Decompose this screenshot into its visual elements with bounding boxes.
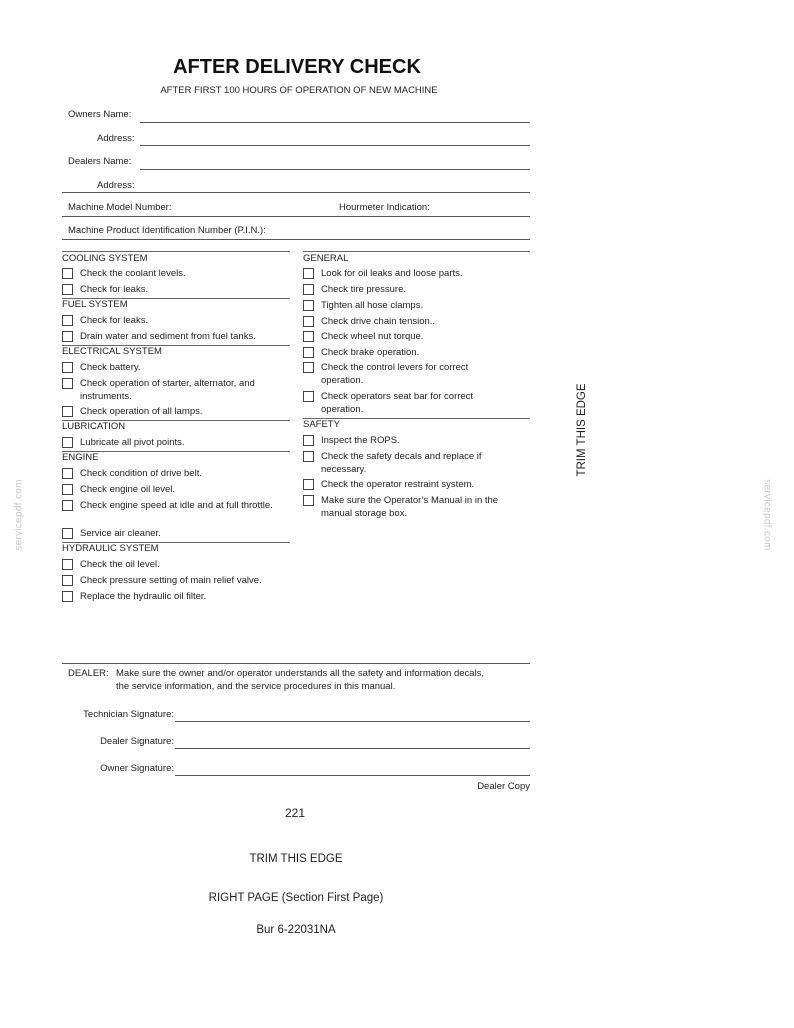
dealer-note-line-2: the service information, and the service procedures in this manual.: [116, 681, 396, 692]
item-hose-clamps: Tighten all hose clamps.: [321, 300, 424, 311]
trim-edge-vertical: TRIM THIS EDGE: [576, 383, 588, 477]
item-air-cleaner: Service air cleaner.: [80, 528, 161, 539]
item-brake: Check brake operation.: [321, 347, 420, 358]
checkbox-tire-pressure[interactable]: [303, 284, 314, 295]
checkbox-safety-decals[interactable]: [303, 451, 314, 462]
checkbox-hydraulic-oil-level[interactable]: [62, 559, 73, 570]
item-hydraulic-oil-level: Check the oil level.: [80, 559, 160, 570]
checkbox-wheel-nut[interactable]: [303, 331, 314, 342]
dealers-name-field[interactable]: [140, 169, 530, 170]
watermark-left-wrap: [12, 470, 26, 560]
item-coolant-levels: Check the coolant levels.: [80, 268, 186, 279]
page-subtitle: AFTER FIRST 100 HOURS OF OPERATION OF NEW MACHINE: [160, 85, 438, 96]
checkbox-rops[interactable]: [303, 435, 314, 446]
owners-name-label: Owners Name:: [68, 109, 132, 120]
item-safety-decals: Check the safety decals and replace if necessary.: [321, 451, 482, 475]
checkbox-seat-bar[interactable]: [303, 391, 314, 402]
section-fuel-system: FUEL SYSTEM: [62, 299, 128, 310]
item-control-levers: Check the control levers for correct operation.: [321, 362, 469, 386]
section-engine: ENGINE: [62, 452, 99, 463]
owners-name-field[interactable]: [140, 122, 530, 123]
machine-model-label: Machine Model Number:: [68, 202, 172, 213]
item-operators-manual: Make sure the Operator’s Manual in in the manual storage box.: [321, 495, 499, 519]
pin-label: Machine Product Identification Number (P.I.N.):: [68, 225, 266, 236]
pin-field[interactable]: [62, 239, 530, 240]
dealers-name-label: Dealers Name:: [68, 156, 132, 167]
section-hydraulic-system: HYDRAULIC SYSTEM: [62, 543, 159, 554]
owner-address-field[interactable]: [140, 145, 530, 146]
dealer-note-line-1: Make sure the owner and/or operator understands all the safety and information decals,: [116, 668, 485, 679]
item-oil-leaks: Look for oil leaks and loose parts.: [321, 268, 463, 279]
checkbox-operators-manual[interactable]: [303, 495, 314, 506]
doc-code: Bur 6-22031NA: [256, 924, 336, 936]
item-rops: Inspect the ROPS.: [321, 435, 400, 446]
item-drive-belt: Check condition of drive belt.: [80, 468, 202, 479]
checkbox-hydraulic-filter[interactable]: [62, 591, 73, 602]
dealer-address-label: Address:: [97, 180, 135, 191]
hourmeter-label: Hourmeter Indication:: [339, 202, 430, 213]
section-safety: SAFETY: [303, 419, 340, 430]
checkbox-relief-valve[interactable]: [62, 575, 73, 586]
checkbox-control-levers[interactable]: [303, 362, 314, 373]
item-relief-valve: Check pressure setting of main relief valve.: [80, 575, 262, 586]
checkbox-drive-belt[interactable]: [62, 468, 73, 479]
section-cooling-system: COOLING SYSTEM: [62, 253, 148, 264]
item-wheel-nut: Check wheel nut torque.: [321, 331, 424, 342]
dealer-address-field[interactable]: [62, 192, 530, 193]
item-engine-oil: Check engine oil level.: [80, 484, 176, 495]
checkbox-drive-chain[interactable]: [303, 316, 314, 327]
item-drive-chain: Check drive chain tension..: [321, 316, 436, 327]
checkbox-coolant-levels[interactable]: [62, 268, 73, 279]
watermark-left: servicepdf.com: [13, 479, 25, 551]
checkbox-lamps[interactable]: [62, 406, 73, 417]
checkbox-air-cleaner[interactable]: [62, 528, 73, 539]
checkbox-cooling-leaks[interactable]: [62, 284, 73, 295]
owner-signature-field[interactable]: [175, 775, 530, 776]
watermark-right: servicepdf.com: [761, 479, 773, 551]
item-restraint: Check the operator restraint system.: [321, 479, 475, 490]
checkbox-fuel-leaks[interactable]: [62, 315, 73, 326]
item-lamps: Check operation of all lamps.: [80, 406, 203, 417]
item-engine-speed: Check engine speed at idle and at full throttle.: [80, 500, 273, 511]
technician-signature-label: Technician Signature:: [83, 709, 174, 720]
trim-edge-vertical-wrap: [573, 380, 591, 480]
checkbox-engine-oil[interactable]: [62, 484, 73, 495]
checkbox-battery[interactable]: [62, 362, 73, 373]
checkbox-drain-water[interactable]: [62, 331, 73, 342]
dealer-note-divider: [62, 663, 530, 664]
item-cooling-leaks: Check for leaks.: [80, 284, 149, 295]
owner-signature-label: Owner Signature:: [100, 763, 174, 774]
section-general: GENERAL: [303, 253, 349, 264]
checkbox-pivot-points[interactable]: [62, 437, 73, 448]
item-pivot-points: Lubricate all pivot points.: [80, 437, 185, 448]
checkbox-hose-clamps[interactable]: [303, 300, 314, 311]
checkbox-engine-speed[interactable]: [62, 500, 73, 511]
owner-address-label: Address:: [97, 133, 135, 144]
technician-signature-field[interactable]: [175, 721, 530, 722]
dealer-signature-label: Dealer Signature:: [100, 736, 174, 747]
page-title: AFTER DELIVERY CHECK: [173, 56, 421, 78]
page-number: 221: [284, 806, 306, 820]
dealer-signature-field[interactable]: [175, 748, 530, 749]
checkbox-starter-alternator[interactable]: [62, 378, 73, 389]
dealer-copy-label: Dealer Copy: [477, 781, 530, 792]
item-battery: Check battery.: [80, 362, 141, 373]
checkbox-restraint[interactable]: [303, 479, 314, 490]
section-divider: [62, 251, 290, 252]
checkbox-brake[interactable]: [303, 347, 314, 358]
section-lubrication: LUBRICATION: [62, 421, 126, 432]
checkbox-oil-leaks[interactable]: [303, 268, 314, 279]
trim-edge-bottom: TRIM THIS EDGE: [249, 853, 343, 865]
dealer-note-prefix: DEALER:: [68, 668, 109, 679]
right-page-label: RIGHT PAGE (Section First Page): [208, 892, 384, 904]
watermark-right-wrap: [760, 470, 774, 560]
item-drain-water: Drain water and sediment from fuel tanks.: [80, 331, 256, 342]
machine-model-field[interactable]: [62, 216, 530, 217]
item-fuel-leaks: Check for leaks.: [80, 315, 149, 326]
item-tire-pressure: Check tire pressure.: [321, 284, 407, 295]
item-starter-alternator: Check operation of starter, alternator, and instruments.: [80, 378, 255, 402]
section-electrical-system: ELECTRICAL SYSTEM: [62, 346, 162, 357]
section-divider: [303, 251, 530, 252]
item-seat-bar: Check operators seat bar for correct operation.: [321, 391, 474, 415]
item-hydraulic-filter: Replace the hydraulic oil filter.: [80, 591, 207, 602]
